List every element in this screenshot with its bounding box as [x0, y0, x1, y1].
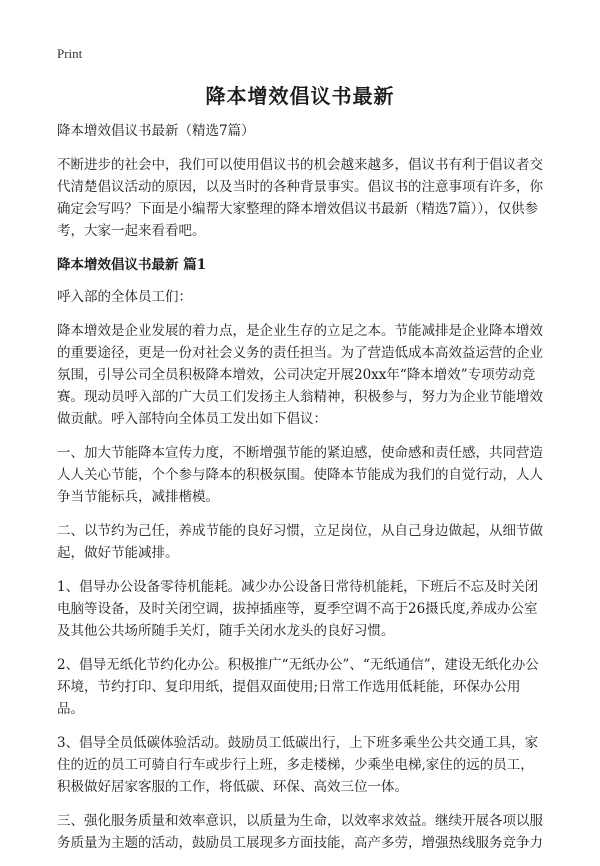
article-subtitle: 降本增效倡议书最新（精选7篇）: [57, 123, 255, 139]
page-title: 降本增效倡议书最新: [205, 84, 395, 108]
intro-paragraph: 不断进步的社会中，我们可以使用倡议书的机会越来越多，倡议书有利于倡议者交代清楚倡议活动的原因，以及当时的各种背景事实。倡议书的注意事项有许多，你确定会写吗？下面是小编帮大家整理的降本增效倡议书最新（精选7篇）），仅供参考，大家一起来看看吧。: [57, 157, 543, 239]
paragraph: 3、倡导全员低碳体验活动。鼓励员工低碳出行，上下班多乘坐公共交通工具，家住的近的员工可骑自行车或步行上班，多走楼梯，少乘坐电梯,家住的远的员工，积极做好居家客服的工作，将低碳、环保、高效三位一体。: [57, 735, 539, 795]
print-link[interactable]: Print: [57, 46, 83, 61]
greeting: 呼入部的全体员工们：: [57, 289, 192, 305]
paragraph: 一、加大节能降本宣传力度，不断增强节能的紧迫感，使命感和责任感，共同营造人人关心节能，个个参与降本的积极氛围。使降本节能成为我们的自觉行动，人人争当节能标兵，减排楷模。: [57, 445, 543, 505]
article-body: [57, 120, 547, 866]
paragraph: 2、倡导无纸化节约化办公。积极推广“无纸办公”、“无纸通信”，建设无纸化办公环境，节约打印、复印用纸，提倡双面使用;日常工作选用低耗能，环保办公用品。: [57, 657, 539, 717]
paragraph: 二、以节约为己任，养成节能的良好习惯，立足岗位，从自己身边做起，从细节做起，做好节能减排。: [57, 523, 543, 561]
paragraph: 1、倡导办公设备零待机能耗。减少办公设备日常待机能耗，下班后不忘及时关闭电脑等设备，及时关闭空调，拔掉插座等，夏季空调不高于26摄氏度,养成办公室及其他公共场所随手关灯，随手关闭水龙头的良好习惯。: [57, 579, 539, 639]
section-heading: 降本增效倡议书最新 篇1: [57, 257, 207, 273]
paragraph: 降本增效是企业发展的着力点，是企业生存的立足之本。节能减排是企业降本增效的重要途径，更是一份对社会义务的责任担当。为了营造低成本高效益运营的企业氛围，引导公司全员积极降本增效，公司决定开展20xx年“降本增效”专项劳动竞赛。现动员呼入部的广大员工们发扬主人翁精神，积极参与，努力为企业节能增效做贡献。呼入部特向全体员工发出如下倡议：: [57, 323, 543, 427]
paragraph: 三、强化服务质量和效率意识，以质量为生命，以效率求效益。继续开展各项以服务质量为主题的活动，鼓励员工展现多方面技能，高产多劳，增强热线服务竞争力: [57, 813, 543, 851]
